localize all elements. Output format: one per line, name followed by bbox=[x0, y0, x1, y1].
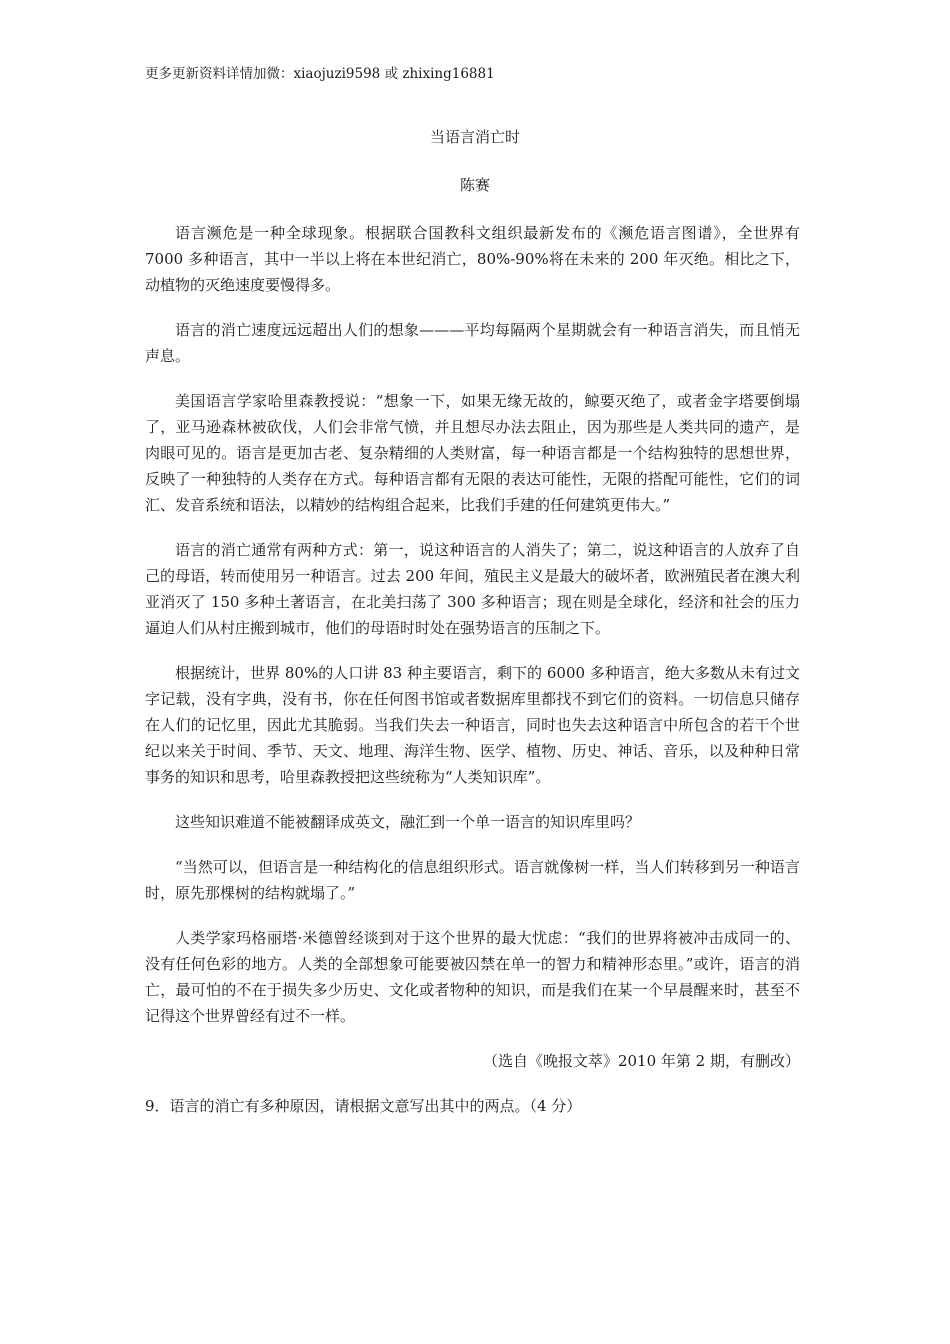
paragraph: 语言濒危是一种全球现象。根据联合国教科文组织最新发布的《濒危语言图谱》，全世界有 7000 多种语言，其中一半以上将在本世纪消亡，80%-90%将在未来的 200 年灭绝。相比之下，动植物的灭绝速度要慢得多。 bbox=[145, 224, 800, 294]
paragraph: 语言的消亡速度远远超出人们的想象———平均每隔两个星期就会有一种语言消失，而且悄无声息。 bbox=[145, 321, 800, 365]
article-body bbox=[145, 220, 800, 1119]
question-9: 9．语言的消亡有多种原因，请根据文意写出其中的两点。（4 分） bbox=[145, 1097, 582, 1115]
article-title: 当语言消亡时 bbox=[429, 128, 520, 146]
paragraph: “当然可以，但语言是一种结构化的信息组织形式。语言就像树一样，当人们转移到另一种语言时，原先那棵树的结构就塌了。” bbox=[145, 858, 800, 902]
header-note: 更多更新资料详情加微：xiaojuzi9598 或 zhixing16881 bbox=[145, 66, 495, 82]
article-author: 陈赛 bbox=[459, 176, 490, 194]
paragraph: 人类学家玛格丽塔·米德曾经谈到对于这个世界的最大忧虑：“我们的世界将被冲击成同一的、没有任何色彩的地方。人类的全部想象可能要被囚禁在单一的智力和精神形态里。”或许，语言的消亡，最可怕的不在于损失多少历史、文化或者物种的知识，而是我们在某一个早晨醒来时，甚至不记得这个世界曾经有过不一样。 bbox=[145, 929, 800, 1025]
paragraph: 语言的消亡通常有两种方式：第一，说这种语言的人消失了；第二，说这种语言的人放弃了自己的母语，转而使用另一种语言。过去 200 年间，殖民主义是最大的破坏者，欧洲殖民者在澳大利亚消灭了 150 多种土著语言，在北美扫荡了 300 多种语言；现在则是全球化，经济和社会的压力逼迫人们从村庄搬到城市，他们的母语时时处在强势语言的压制之下。 bbox=[145, 541, 800, 637]
paragraph: 美国语言学家哈里森教授说：“想象一下，如果无缘无故的，鲸要灭绝了，或者金字塔要倒塌了，亚马逊森林被砍伐，人们会非常气愤，并且想尽办法去阻止，因为那些是人类共同的遗产，是肉眼可见的。语言是更加古老、复杂精细的人类财富，每一种语言都是一个结构独特的思想世界，反映了一种独特的人类存在方式。每种语言都有无限的表达可能性，无限的搭配可能性，它们的词汇、发音系统和语法，以精妙的结构组合起来，比我们手建的任何建筑更伟大。” bbox=[145, 392, 800, 514]
paragraph: 这些知识难道不能被翻译成英文，融汇到一个单一语言的知识库里吗？ bbox=[175, 813, 641, 831]
paragraph: 根据统计，世界 80%的人口讲 83 种主要语言，剩下的 6000 多种语言，绝大多数从未有过文字记载，没有字典，没有书，你在任何图书馆或者数据库里都找不到它们的资料。一切信息只储存在人们的记忆里，因此尤其脆弱。当我们失去一种语言，同时也失去这种语言中所包含的若干个世纪以来关于时间、季节、天文、地理、海洋生物、医学、植物、历史、神话、音乐，以及种种日常事务的知识和思考，哈里森教授把这些统称为“人类知识库”。 bbox=[145, 664, 800, 786]
article-source: （选自《晚报文萃》2010 年第 2 期，有删改） bbox=[482, 1052, 800, 1070]
